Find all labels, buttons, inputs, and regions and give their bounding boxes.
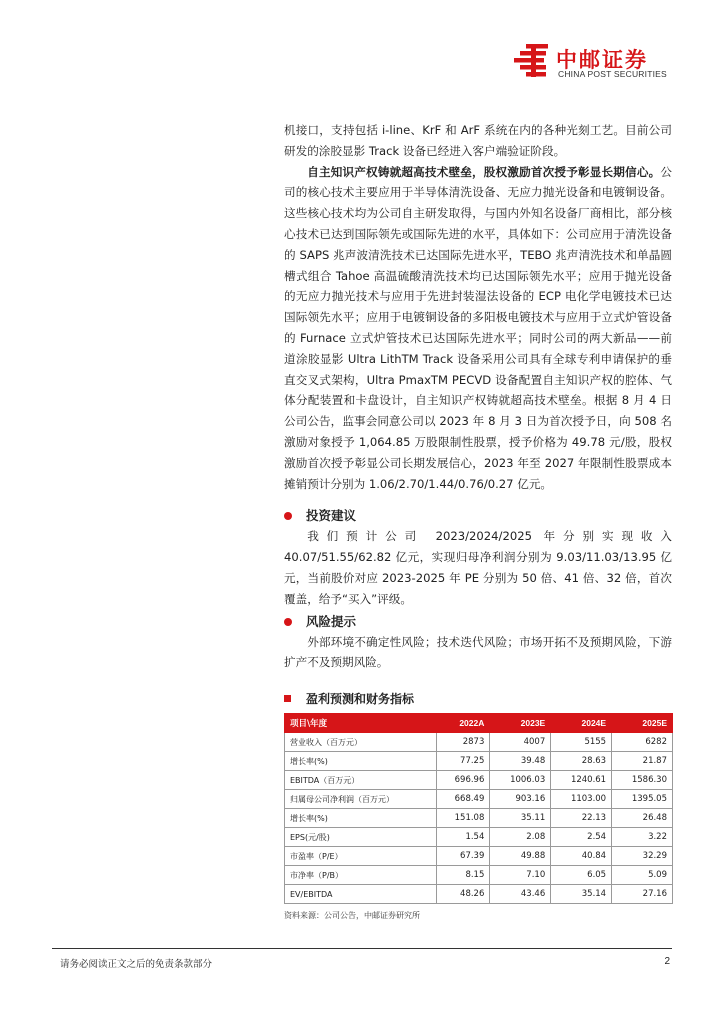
- table-header: [284, 689, 672, 709]
- table-cell: 2873: [436, 733, 490, 752]
- report-content: [284, 120, 672, 921]
- table-cell: 6.05: [551, 866, 612, 885]
- footer-disclaimer: 请务必阅读正文之后的免责条款部分: [60, 959, 213, 970]
- table-row: [285, 771, 673, 790]
- company-logo: [512, 42, 702, 82]
- table-cell: 1006.03: [490, 771, 551, 790]
- table-row: [285, 790, 673, 809]
- section-investment-title: 投资建议: [306, 508, 357, 524]
- bullet-icon: [284, 512, 292, 520]
- row-label: 市盈率（P/E）: [285, 847, 437, 866]
- table-cell: 21.87: [612, 752, 673, 771]
- table-cell: 1.54: [436, 828, 490, 847]
- table-cell: 39.48: [490, 752, 551, 771]
- table-header-cell: 项目\年度: [285, 714, 437, 733]
- paragraph-technology: [284, 162, 672, 495]
- table-cell: 8.15: [436, 866, 490, 885]
- table-cell: 32.29: [612, 847, 673, 866]
- table-cell: 151.08: [436, 809, 490, 828]
- row-label: 营业收入（百万元）: [285, 733, 437, 752]
- table-cell: 4007: [490, 733, 551, 752]
- section-risk-header: [284, 612, 672, 632]
- paragraph-intro: 机接口，支持包括 i-line、KrF 和 ArF 系统在内的各种光刻工艺。目前公司研发的涂胶显影 Track 设备已经进入客户端验证阶段。: [284, 123, 672, 158]
- page-number: 2: [664, 956, 670, 967]
- paragraph-risk: 外部环境不确定性风险；技术迭代风险；市场开拓不及预期风险，下游扩产不及预期风险。: [284, 634, 672, 670]
- table-cell: 22.13: [551, 809, 612, 828]
- table-header-cell: 2024E: [551, 714, 612, 733]
- table-cell: 1586.30: [612, 771, 673, 790]
- table-cell: 48.26: [436, 885, 490, 904]
- table-cell: 668.49: [436, 790, 490, 809]
- table-cell: 5.09: [612, 866, 673, 885]
- table-cell: 35.14: [551, 885, 612, 904]
- table-cell: 7.10: [490, 866, 551, 885]
- logo-chinese-text: 中邮证券: [556, 48, 648, 72]
- square-bullet-icon: [284, 695, 291, 702]
- table-cell: 2.08: [490, 828, 551, 847]
- paragraph-investment: 我们预计公司 2023/2024/2025 年分别实现收入 40.07/51.55/62.82 亿元，实现归母净利润分别为 9.03/11.03/13.95 亿元，当前股价对应 2023-2025 年 PE 分别为 50 倍、41 倍、32 倍，首次覆盖，给予“买入”评级。: [284, 529, 672, 606]
- footer-divider: [52, 948, 672, 949]
- table-cell: 28.63: [551, 752, 612, 771]
- table-cell: 26.48: [612, 809, 673, 828]
- table-cell: 40.84: [551, 847, 612, 866]
- section-investment-header: [284, 506, 672, 526]
- table-cell: 1240.61: [551, 771, 612, 790]
- paragraph-technology-headline: 自主知识产权铸就超高技术壁垒，股权激励首次授予彰显长期信心。: [307, 164, 661, 179]
- table-source-note: 资料来源：公司公告，中邮证券研究所: [284, 911, 420, 921]
- table-header-row: [285, 714, 673, 733]
- table-cell: 1103.00: [551, 790, 612, 809]
- row-label: 增长率(%): [285, 809, 437, 828]
- paragraph-technology-body: 公司的核心技术主要应用于半导体清洗设备、无应力抛光设备和电镀铜设备。这些核心技术均为公司自主研发取得，与国内外知名设备厂商相比，部分核心技术已达到国际领先或国际先进的水平，具体如下：公司应用于清洗设备的 SAPS 兆声波清洗技术已达国际先进水平，TEBO 兆声清洗技术和单晶圆槽式组合 Tahoe 高温硫酸清洗技术均已达国际领先水平；应用于抛光设备的无应力抛光技术与应用于先进封装湿法设备的 ECP 电化学电镀技术已达国际领先水平；应用于电镀铜设备的多阳极电镀技术与应用于立式炉管设备的 Furnace 立式炉管技术已达国际先进水平；同时公司的两大新品——前道涂胶显影 Ultra LithTM Track 设备采用公司具有全球专利申请保护的垂直交叉式架构，Ultra PmaxTM PECVD 设备配置自主知识产权的腔体、气体分配装置和卡盘设计，自主知识产权铸就超高技术壁垒。根据 8 月 4 日公司公告，监事会同意公司以 2023 年 8 月 3 日为首次授予日，向 508 名激励对象授予 1,064.85 万股限制性股票，授予价格为 49.78 元/股，股权激励首次授予彰显公司长期发展信心，2023 年至 2027 年限制性股票成本摊销预计分别为 1.06/2.70/1.44/0.76/0.27 亿元。: [284, 164, 672, 491]
- logo-english-text: CHINA POST SECURITIES: [558, 69, 667, 79]
- table-row: [285, 809, 673, 828]
- section-risk-title: 风险提示: [306, 613, 357, 629]
- row-label: EBITDA（百万元）: [285, 771, 437, 790]
- table-row: [285, 847, 673, 866]
- china-post-logo-icon: [512, 42, 552, 80]
- table-cell: 3.22: [612, 828, 673, 847]
- table-header-cell: 2023E: [490, 714, 551, 733]
- table-row: [285, 885, 673, 904]
- table-cell: 903.16: [490, 790, 551, 809]
- table-cell: 77.25: [436, 752, 490, 771]
- row-label: EPS(元/股): [285, 828, 437, 847]
- table-header-cell: 2025E: [612, 714, 673, 733]
- table-title: 盈利预测和财务指标: [306, 692, 415, 707]
- table-row: [285, 752, 673, 771]
- row-label: 归属母公司净利润（百万元）: [285, 790, 437, 809]
- table-header-cell: 2022A: [436, 714, 490, 733]
- financial-table: [284, 713, 673, 904]
- row-label: 增长率(%): [285, 752, 437, 771]
- table-cell: 696.96: [436, 771, 490, 790]
- row-label: EV/EBITDA: [285, 885, 437, 904]
- table-cell: 6282: [612, 733, 673, 752]
- table-cell: 67.39: [436, 847, 490, 866]
- table-row: [285, 733, 673, 752]
- table-row: [285, 866, 673, 885]
- table-row: [285, 828, 673, 847]
- table-cell: 2.54: [551, 828, 612, 847]
- bullet-icon: [284, 618, 292, 626]
- table-cell: 27.16: [612, 885, 673, 904]
- row-label: 市净率（P/B）: [285, 866, 437, 885]
- table-cell: 5155: [551, 733, 612, 752]
- table-cell: 35.11: [490, 809, 551, 828]
- table-cell: 43.46: [490, 885, 551, 904]
- table-cell: 49.88: [490, 847, 551, 866]
- table-cell: 1395.05: [612, 790, 673, 809]
